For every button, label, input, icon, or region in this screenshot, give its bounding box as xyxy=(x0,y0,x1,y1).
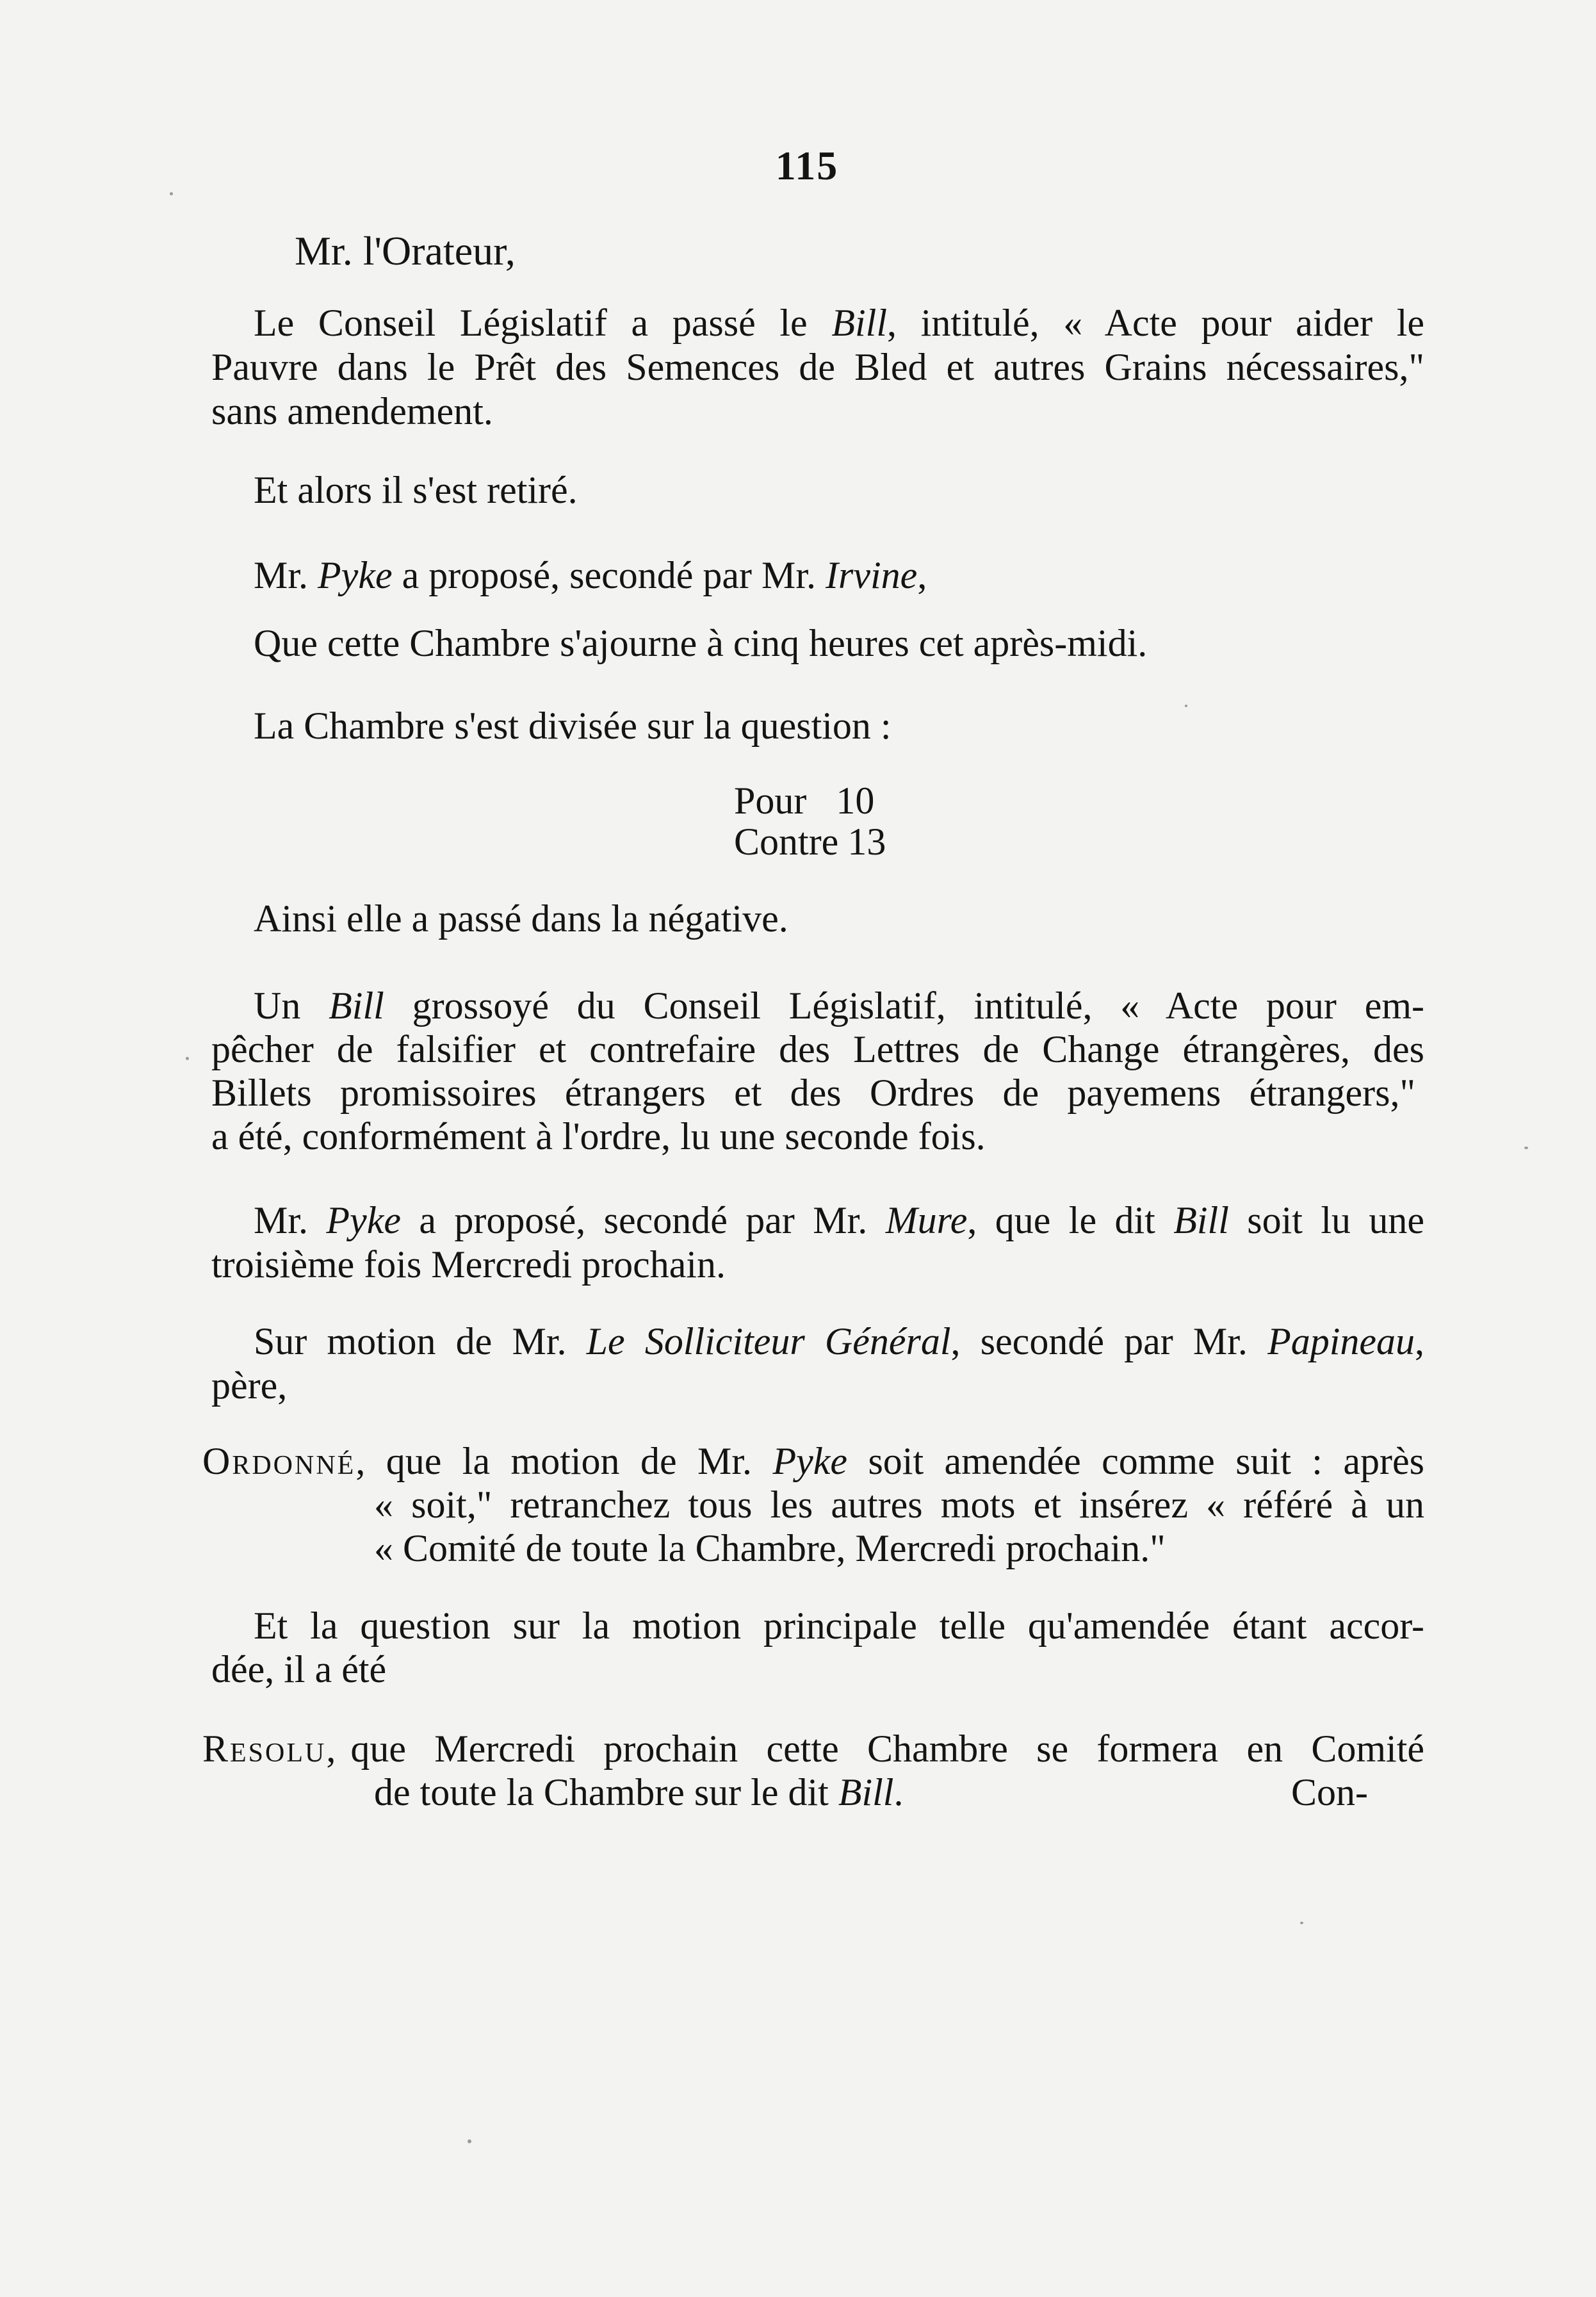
member-name: Irvine xyxy=(826,554,918,596)
bill-2-line-4 xyxy=(211,1117,986,1156)
bill-2-text: pêcher de falsifier et contrefaire des Lettres de Change étrangères, des xyxy=(211,1028,1424,1070)
negative-line xyxy=(254,899,788,938)
member-name: Pyke xyxy=(318,554,393,596)
ordered-text: , que la motion de Mr. xyxy=(355,1440,773,1482)
motion-text: père, xyxy=(211,1364,288,1407)
vote-count: 10 xyxy=(836,780,875,822)
paper-speck xyxy=(468,2139,471,2143)
page-number: 115 xyxy=(775,143,839,188)
retire-line xyxy=(254,471,578,509)
ordered-text: soit amendée comme suit : après xyxy=(847,1440,1424,1482)
salutation-text: Mr. l'Orateur, xyxy=(295,228,516,274)
vote-pour xyxy=(734,781,874,820)
ordered-line-1 xyxy=(202,1442,1424,1480)
paper-speck xyxy=(1300,1922,1303,1924)
message-text: Le Conseil Législatif a passé le xyxy=(254,302,832,344)
bill-2-text: grossoyé du Conseil Législatif, intitulé, « Acte pour em- xyxy=(384,985,1424,1027)
paper-speck xyxy=(186,1057,189,1060)
bill-2-text: Billets promissoires étrangers et des Ordres de payemens étrangers," xyxy=(211,1072,1415,1114)
catchword xyxy=(1291,1773,1368,1811)
member-name: Mure xyxy=(885,1199,968,1241)
motion-text: Mr. xyxy=(254,1199,327,1241)
resolved-label: Resolu, xyxy=(202,1728,338,1770)
ordered-line-3 xyxy=(374,1529,1166,1567)
paper-speck xyxy=(1524,1147,1528,1149)
vote-count: 13 xyxy=(847,821,886,863)
bill-2-line-1 xyxy=(254,986,1424,1025)
motion-text: Mr. xyxy=(254,554,318,596)
ordered-text: « Comité de toute la Chambre, Mercredi prochain." xyxy=(374,1527,1166,1569)
question-line-1 xyxy=(254,1606,1424,1645)
message-line-3 xyxy=(211,392,493,430)
paper-speck xyxy=(1185,705,1187,707)
adjourn-line xyxy=(254,624,1147,662)
message-line-1 xyxy=(254,304,1424,342)
bill-2-line-3 xyxy=(211,1074,1415,1112)
motion-text: a proposé, secondé par Mr. xyxy=(400,1199,886,1241)
catchword-text: Con- xyxy=(1291,1771,1368,1813)
message-text: Pauvre dans le Prêt des Semences de Bled et autres Grains nécessaires," xyxy=(211,346,1424,388)
member-name: Papineau xyxy=(1267,1320,1415,1362)
vote-label: Contre xyxy=(734,821,839,863)
resolved-line-2 xyxy=(374,1773,903,1811)
ordered-line-2 xyxy=(374,1485,1424,1524)
motion-text: , secondé par Mr. xyxy=(950,1320,1268,1362)
question-text: Et la question sur la motion principale telle qu'amendée étant accor- xyxy=(254,1605,1424,1647)
bill-word: Bill xyxy=(329,985,384,1027)
member-name: Pyke xyxy=(326,1199,401,1241)
motion-3-line-1 xyxy=(254,1322,1424,1361)
message-text: sans amendement. xyxy=(211,390,493,432)
ordered-text: « soit," retranchez tous les autres mots et insérez « référé à un xyxy=(374,1484,1424,1526)
resolved-line-1 xyxy=(202,1729,1424,1768)
motion-text: , xyxy=(917,554,927,596)
motion-text: a proposé, secondé par Mr. xyxy=(392,554,826,596)
salutation xyxy=(295,228,516,274)
member-name: Le Solliciteur Général xyxy=(586,1320,951,1362)
bill-word: Bill xyxy=(1173,1199,1229,1241)
division-line xyxy=(254,707,892,745)
message-line-2 xyxy=(211,348,1424,386)
motion-1-line xyxy=(254,556,927,594)
ordered-label: Ordonné xyxy=(202,1440,356,1482)
motion-3-line-2 xyxy=(211,1366,287,1405)
retire-text: Et alors il s'est retiré. xyxy=(254,469,578,511)
motion-2-line-2 xyxy=(211,1245,726,1284)
resolved-text: . xyxy=(893,1771,904,1813)
bill-word: Bill xyxy=(831,302,887,344)
bill-2-text: Un xyxy=(254,985,329,1027)
vote-contre xyxy=(734,822,886,861)
resolved-text: que Mercredi prochain cette Chambre se formera en Comité xyxy=(350,1728,1424,1770)
division-text: La Chambre s'est divisée sur la question : xyxy=(254,705,892,747)
message-text: , intitulé, « Acte pour aider le xyxy=(887,302,1425,344)
adjourn-text: Que cette Chambre s'ajourne à cinq heures cet après-midi. xyxy=(254,622,1148,664)
bill-word: Bill xyxy=(838,1771,894,1813)
member-name: Pyke xyxy=(772,1440,848,1482)
paper-speck xyxy=(170,192,173,195)
motion-text: troisième fois Mercredi prochain. xyxy=(211,1243,726,1286)
bill-2-text: a été, conformément à l'ordre, lu une seconde fois. xyxy=(211,1115,986,1157)
motion-2-line-1 xyxy=(254,1201,1424,1239)
vote-label: Pour xyxy=(734,780,807,822)
motion-text: , xyxy=(1415,1320,1425,1362)
resolved-text: de toute la Chambre sur le dit xyxy=(374,1771,838,1813)
motion-text: Sur motion de Mr. xyxy=(254,1320,587,1362)
bill-2-line-2 xyxy=(211,1030,1424,1068)
negative-text: Ainsi elle a passé dans la négative. xyxy=(254,897,788,940)
motion-text: soit lu une xyxy=(1228,1199,1424,1241)
question-text: dée, il a été xyxy=(211,1648,387,1690)
motion-text: , que le dit xyxy=(967,1199,1174,1241)
question-line-2 xyxy=(211,1650,386,1688)
